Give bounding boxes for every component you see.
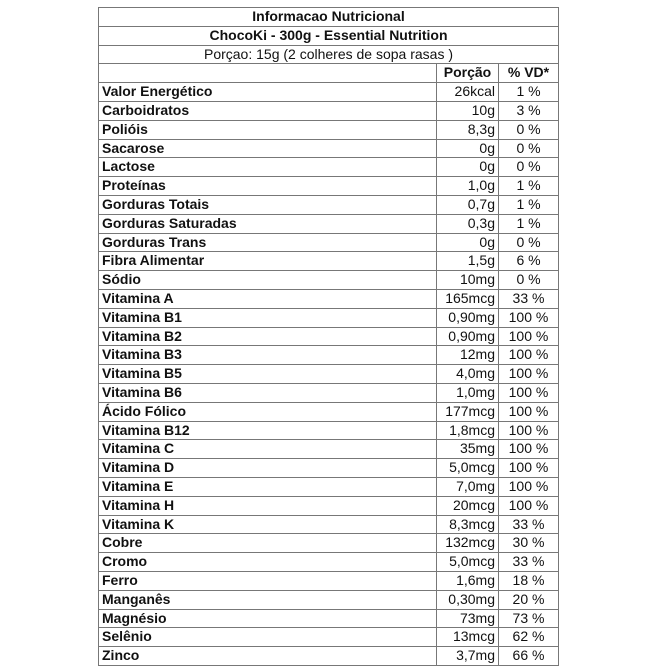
table-row bbox=[99, 383, 559, 402]
title-row bbox=[99, 8, 559, 27]
nutrient-portion: 20mcg bbox=[437, 496, 499, 515]
column-header-row bbox=[99, 64, 559, 83]
nutrient-portion: 3,7mg bbox=[437, 647, 499, 666]
nutrient-name: Zinco bbox=[99, 647, 437, 666]
table-row bbox=[99, 308, 559, 327]
nutrient-daily-value: 100 % bbox=[499, 346, 559, 365]
nutrient-daily-value: 0 % bbox=[499, 271, 559, 290]
product-row bbox=[99, 26, 559, 45]
nutrient-name: Vitamina B2 bbox=[99, 327, 437, 346]
column-header-dv: % VD* bbox=[499, 64, 559, 83]
nutrient-portion: 8,3g bbox=[437, 120, 499, 139]
nutrient-daily-value: 73 % bbox=[499, 609, 559, 628]
table-row bbox=[99, 365, 559, 384]
serving-size: Porçao: 15g (2 colheres de sopa rasas ) bbox=[99, 45, 559, 64]
table-row bbox=[99, 177, 559, 196]
table-row bbox=[99, 590, 559, 609]
nutrient-daily-value: 1 % bbox=[499, 83, 559, 102]
nutrient-name: Vitamina B6 bbox=[99, 383, 437, 402]
nutrient-portion: 0g bbox=[437, 139, 499, 158]
nutrient-daily-value: 30 % bbox=[499, 534, 559, 553]
nutrient-name: Vitamina C bbox=[99, 440, 437, 459]
nutrient-portion: 1,6mg bbox=[437, 571, 499, 590]
nutrient-daily-value: 18 % bbox=[499, 571, 559, 590]
table-row bbox=[99, 346, 559, 365]
table-row bbox=[99, 515, 559, 534]
nutrient-name: Vitamina B3 bbox=[99, 346, 437, 365]
nutrient-daily-value: 100 % bbox=[499, 459, 559, 478]
table-row bbox=[99, 120, 559, 139]
nutrient-daily-value: 100 % bbox=[499, 308, 559, 327]
nutrient-name: Vitamina B5 bbox=[99, 365, 437, 384]
table-row bbox=[99, 421, 559, 440]
table-row bbox=[99, 440, 559, 459]
nutrient-portion: 0,90mg bbox=[437, 308, 499, 327]
nutrient-portion: 10mg bbox=[437, 271, 499, 290]
nutrient-portion: 5,0mcg bbox=[437, 553, 499, 572]
table-row bbox=[99, 139, 559, 158]
nutrient-name: Gorduras Trans bbox=[99, 233, 437, 252]
nutrient-portion: 5,0mcg bbox=[437, 459, 499, 478]
nutrient-name: Magnésio bbox=[99, 609, 437, 628]
nutrient-portion: 0,3g bbox=[437, 214, 499, 233]
table-row bbox=[99, 271, 559, 290]
nutrient-portion: 1,8mcg bbox=[437, 421, 499, 440]
table-row bbox=[99, 158, 559, 177]
table-row bbox=[99, 195, 559, 214]
nutrient-daily-value: 1 % bbox=[499, 177, 559, 196]
nutrient-portion: 1,0mg bbox=[437, 383, 499, 402]
table-row bbox=[99, 327, 559, 346]
nutrition-label bbox=[98, 7, 558, 666]
nutrient-portion: 0,90mg bbox=[437, 327, 499, 346]
nutrient-name: Polióis bbox=[99, 120, 437, 139]
nutrient-portion: 12mg bbox=[437, 346, 499, 365]
nutrient-portion: 0g bbox=[437, 233, 499, 252]
table-row bbox=[99, 233, 559, 252]
nutrient-daily-value: 0 % bbox=[499, 158, 559, 177]
nutrient-daily-value: 33 % bbox=[499, 289, 559, 308]
nutrient-name: Vitamina H bbox=[99, 496, 437, 515]
table-row bbox=[99, 289, 559, 308]
nutrient-portion: 132mcg bbox=[437, 534, 499, 553]
table-title: Informacao Nutricional bbox=[99, 8, 559, 27]
nutrient-name: Cromo bbox=[99, 553, 437, 572]
nutrient-daily-value: 100 % bbox=[499, 365, 559, 384]
nutrient-daily-value: 1 % bbox=[499, 214, 559, 233]
nutrient-portion: 4,0mg bbox=[437, 365, 499, 384]
nutrient-portion: 73mg bbox=[437, 609, 499, 628]
nutrient-daily-value: 66 % bbox=[499, 647, 559, 666]
nutrient-name: Sódio bbox=[99, 271, 437, 290]
nutrition-table bbox=[98, 7, 559, 666]
table-row bbox=[99, 83, 559, 102]
table-row bbox=[99, 214, 559, 233]
table-row bbox=[99, 496, 559, 515]
nutrient-daily-value: 0 % bbox=[499, 139, 559, 158]
nutrient-portion: 13mcg bbox=[437, 628, 499, 647]
nutrient-name: Vitamina A bbox=[99, 289, 437, 308]
nutrient-portion: 0,7g bbox=[437, 195, 499, 214]
table-row bbox=[99, 571, 559, 590]
nutrient-name: Ferro bbox=[99, 571, 437, 590]
nutrient-name: Vitamina E bbox=[99, 477, 437, 496]
nutrient-name: Vitamina D bbox=[99, 459, 437, 478]
nutrient-name: Carboidratos bbox=[99, 101, 437, 120]
nutrient-daily-value: 100 % bbox=[499, 440, 559, 459]
table-row bbox=[99, 252, 559, 271]
nutrient-portion: 7,0mg bbox=[437, 477, 499, 496]
nutrient-daily-value: 0 % bbox=[499, 233, 559, 252]
table-row bbox=[99, 553, 559, 572]
nutrient-portion: 177mcg bbox=[437, 402, 499, 421]
nutrient-portion: 10g bbox=[437, 101, 499, 120]
nutrient-daily-value: 33 % bbox=[499, 553, 559, 572]
nutrient-daily-value: 100 % bbox=[499, 477, 559, 496]
table-row bbox=[99, 647, 559, 666]
table-row bbox=[99, 534, 559, 553]
table-row bbox=[99, 402, 559, 421]
column-header-nutrient bbox=[99, 64, 437, 83]
nutrient-name: Gorduras Totais bbox=[99, 195, 437, 214]
nutrient-portion: 0g bbox=[437, 158, 499, 177]
nutrient-portion: 1,0g bbox=[437, 177, 499, 196]
nutrient-name: Valor Energético bbox=[99, 83, 437, 102]
nutrient-portion: 35mg bbox=[437, 440, 499, 459]
nutrient-portion: 1,5g bbox=[437, 252, 499, 271]
nutrient-name: Manganês bbox=[99, 590, 437, 609]
nutrient-name: Sacarose bbox=[99, 139, 437, 158]
nutrient-daily-value: 100 % bbox=[499, 327, 559, 346]
nutrient-daily-value: 6 % bbox=[499, 252, 559, 271]
nutrient-portion: 0,30mg bbox=[437, 590, 499, 609]
nutrient-name: Fibra Alimentar bbox=[99, 252, 437, 271]
nutrient-name: Vitamina B1 bbox=[99, 308, 437, 327]
nutrient-name: Vitamina B12 bbox=[99, 421, 437, 440]
nutrient-daily-value: 100 % bbox=[499, 402, 559, 421]
nutrient-portion: 8,3mcg bbox=[437, 515, 499, 534]
nutrient-daily-value: 0 % bbox=[499, 120, 559, 139]
table-row bbox=[99, 101, 559, 120]
nutrient-daily-value: 100 % bbox=[499, 496, 559, 515]
nutrient-daily-value: 62 % bbox=[499, 628, 559, 647]
nutrient-daily-value: 100 % bbox=[499, 421, 559, 440]
product-name: ChocoKi - 300g - Essential Nutrition bbox=[99, 26, 559, 45]
nutrient-name: Lactose bbox=[99, 158, 437, 177]
nutrient-name: Selênio bbox=[99, 628, 437, 647]
nutrient-daily-value: 33 % bbox=[499, 515, 559, 534]
nutrient-portion: 165mcg bbox=[437, 289, 499, 308]
nutrient-name: Cobre bbox=[99, 534, 437, 553]
nutrient-daily-value: 100 % bbox=[499, 383, 559, 402]
nutrient-name: Gorduras Saturadas bbox=[99, 214, 437, 233]
nutrient-name: Vitamina K bbox=[99, 515, 437, 534]
nutrient-daily-value: 20 % bbox=[499, 590, 559, 609]
column-header-portion: Porção bbox=[437, 64, 499, 83]
nutrient-name: Ácido Fólico bbox=[99, 402, 437, 421]
nutrient-portion: 26kcal bbox=[437, 83, 499, 102]
table-row bbox=[99, 628, 559, 647]
table-row bbox=[99, 477, 559, 496]
nutrient-daily-value: 3 % bbox=[499, 101, 559, 120]
table-row bbox=[99, 609, 559, 628]
nutrient-daily-value: 1 % bbox=[499, 195, 559, 214]
nutrient-name: Proteínas bbox=[99, 177, 437, 196]
serving-row bbox=[99, 45, 559, 64]
table-row bbox=[99, 459, 559, 478]
